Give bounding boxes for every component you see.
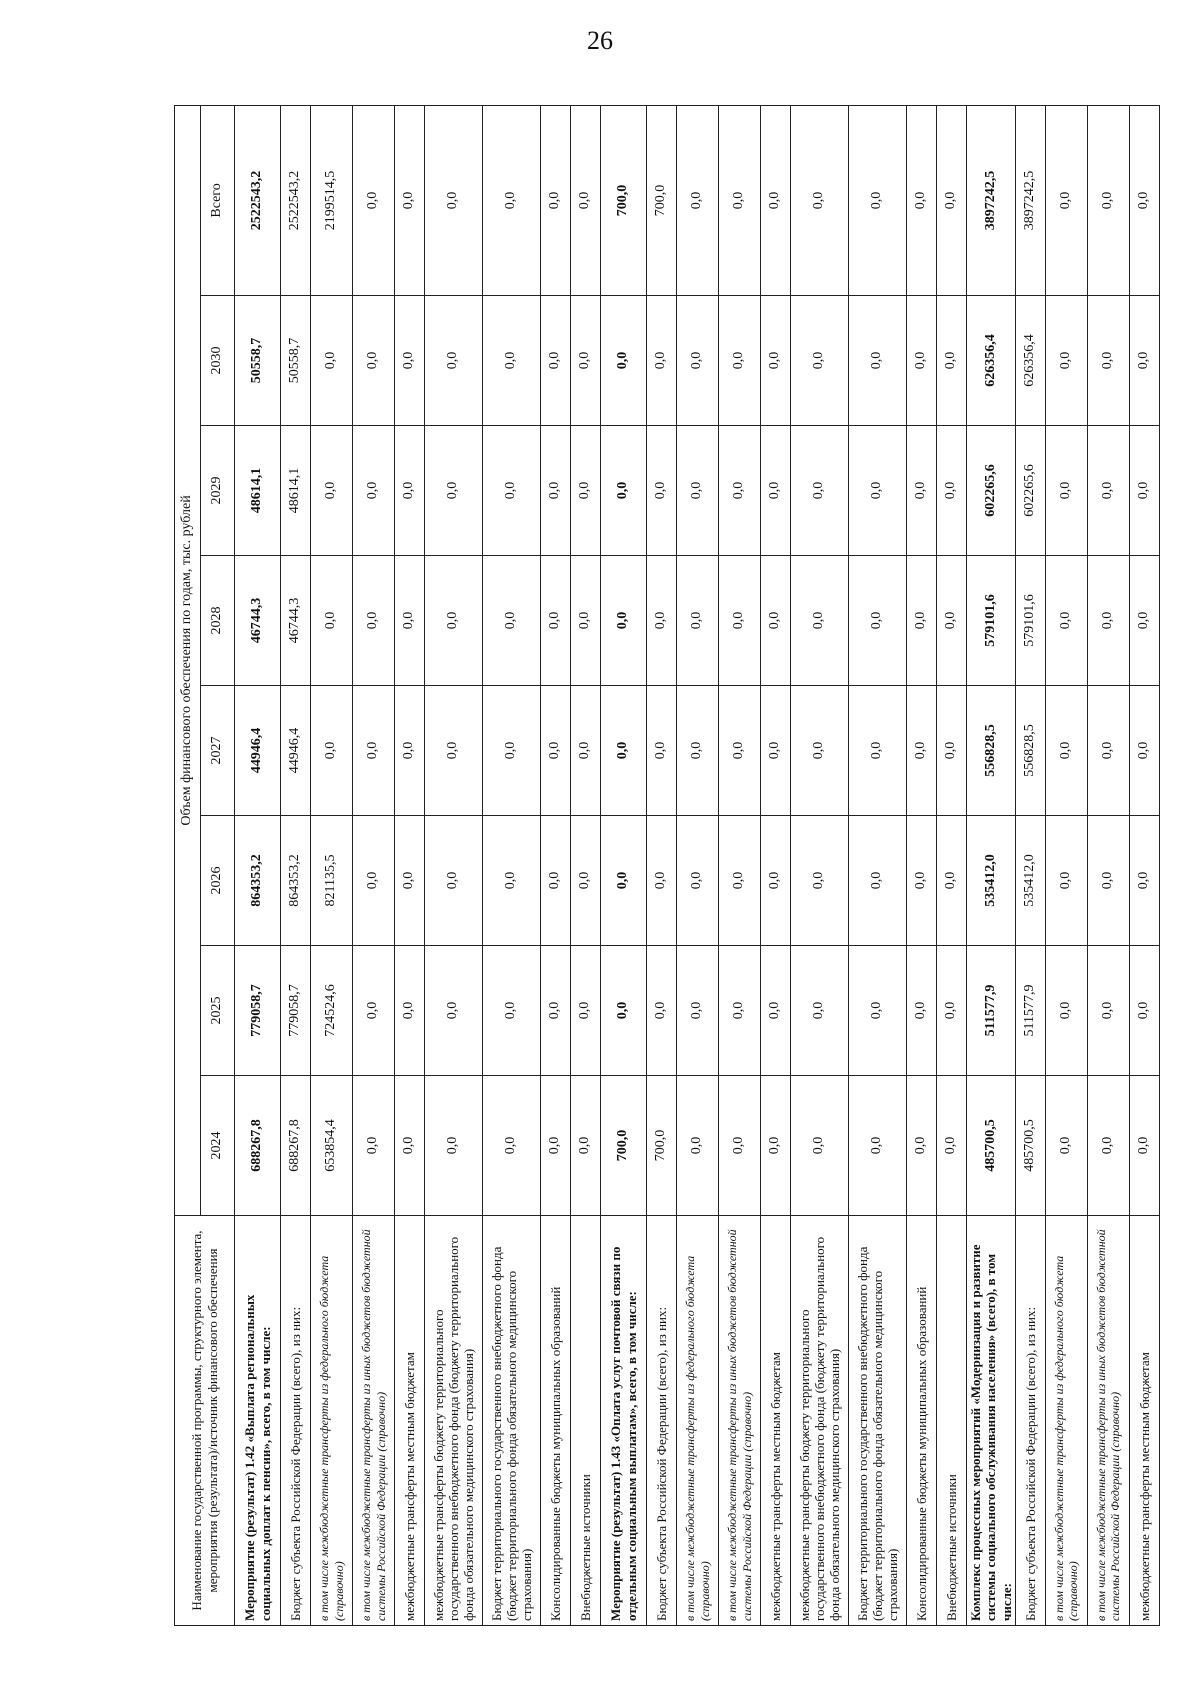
row-value: 0,0 — [1129, 426, 1159, 556]
row-value: 688267,8 — [235, 1076, 281, 1216]
row-value: 0,0 — [849, 816, 907, 946]
row-value: 0,0 — [353, 105, 395, 295]
row-value: 48614,1 — [281, 426, 311, 556]
row-value: 0,0 — [483, 296, 541, 426]
row-value: 0,0 — [677, 816, 719, 946]
row-value: 0,0 — [1045, 296, 1087, 426]
row-value: 579101,6 — [1015, 556, 1045, 686]
row-label: в том числе межбюджетные трансферты из иных бюджетов бюджетной системы Российской Федерации (справочно) — [719, 1216, 761, 1626]
row-label: Комплекс процессных мероприятий «Модернизация и развитие системы социального обслуживания населения» (всего), в том числе: — [967, 1216, 1016, 1626]
row-value: 46744,3 — [235, 556, 281, 686]
row-value: 0,0 — [483, 105, 541, 295]
row-label: Консолидированные бюджеты муниципальных образований — [907, 1216, 937, 1626]
table-row — [571, 105, 601, 1625]
row-value: 0,0 — [395, 426, 425, 556]
row-value: 0,0 — [425, 686, 483, 816]
row-value: 0,0 — [571, 105, 601, 295]
row-value: 0,0 — [677, 426, 719, 556]
row-value: 48614,1 — [235, 426, 281, 556]
header-year: 2026 — [201, 816, 235, 946]
row-label: Бюджет субъекта Российской Федерации (всего), из них: — [647, 1216, 677, 1626]
row-value: 0,0 — [647, 426, 677, 556]
row-value: 0,0 — [571, 556, 601, 686]
row-label: в том числе межбюджетные трансферты из иных бюджетов бюджетной системы Российской Федерации (справочно) — [353, 1216, 395, 1626]
row-value: 0,0 — [353, 296, 395, 426]
table-row — [1129, 105, 1159, 1625]
row-label: межбюджетные трансферты местным бюджетам — [761, 1216, 791, 1626]
row-value: 0,0 — [311, 296, 353, 426]
row-value: 0,0 — [907, 556, 937, 686]
row-value: 0,0 — [311, 686, 353, 816]
row-value: 0,0 — [1087, 946, 1129, 1076]
row-label: в том числе межбюджетные трансферты из иных бюджетов бюджетной системы Российской Федерации (справочно) — [1087, 1216, 1129, 1626]
row-value: 0,0 — [571, 296, 601, 426]
row-value: 0,0 — [1087, 296, 1129, 426]
row-value: 0,0 — [907, 686, 937, 816]
row-value: 0,0 — [647, 686, 677, 816]
table-row — [311, 105, 353, 1625]
row-label: в том числе межбюджетные трансферты из федерального бюджета (справочно) — [677, 1216, 719, 1626]
header-year: 2024 — [201, 1076, 235, 1216]
row-label: Бюджет субъекта Российской Федерации (всего), из них: — [1015, 1216, 1045, 1626]
row-label: Бюджет территориального государственного внебюджетного фонда (бюджет территориального фонда обязательного медицинского страхования) — [483, 1216, 541, 1626]
row-value: 0,0 — [937, 1076, 967, 1216]
row-value: 0,0 — [395, 1076, 425, 1216]
row-value: 0,0 — [907, 946, 937, 1076]
row-value: 0,0 — [601, 556, 647, 686]
row-value: 0,0 — [425, 556, 483, 686]
row-value: 0,0 — [483, 946, 541, 1076]
row-value: 0,0 — [849, 556, 907, 686]
row-label: Бюджет территориального государственного внебюджетного фонда (бюджет территориального фонда обязательного медицинского страхования) — [849, 1216, 907, 1626]
row-value: 0,0 — [541, 556, 571, 686]
row-value: 0,0 — [937, 946, 967, 1076]
table-row — [425, 105, 483, 1625]
row-value: 0,0 — [601, 686, 647, 816]
header-year: 2028 — [201, 556, 235, 686]
row-value: 0,0 — [311, 426, 353, 556]
row-value: 556828,5 — [967, 686, 1016, 816]
row-value: 700,0 — [601, 105, 647, 295]
row-value: 485700,5 — [1015, 1076, 1045, 1216]
row-value: 0,0 — [791, 816, 849, 946]
row-value: 0,0 — [1129, 296, 1159, 426]
row-value: 0,0 — [571, 686, 601, 816]
row-value: 0,0 — [1045, 426, 1087, 556]
table-row — [235, 105, 281, 1625]
row-value: 0,0 — [1129, 1076, 1159, 1216]
row-label: Мероприятие (результат) 1.43 «Оплата услуг почтовой связи по отдельным социальным выплатам», всего, в том числе: — [601, 1216, 647, 1626]
row-value: 0,0 — [483, 556, 541, 686]
table-row — [601, 105, 647, 1625]
row-value: 0,0 — [677, 296, 719, 426]
row-value: 0,0 — [677, 1076, 719, 1216]
row-value: 0,0 — [719, 556, 761, 686]
row-value: 0,0 — [541, 296, 571, 426]
row-value: 44946,4 — [281, 686, 311, 816]
row-value: 0,0 — [425, 946, 483, 1076]
row-value: 579101,6 — [967, 556, 1016, 686]
table-row — [761, 105, 791, 1625]
row-value: 0,0 — [1087, 426, 1129, 556]
row-value: 0,0 — [601, 946, 647, 1076]
row-value: 864353,2 — [235, 816, 281, 946]
row-value: 0,0 — [791, 1076, 849, 1216]
row-value: 653854,4 — [311, 1076, 353, 1216]
row-value: 0,0 — [849, 426, 907, 556]
row-value: 602265,6 — [967, 426, 1016, 556]
row-value: 0,0 — [937, 686, 967, 816]
row-value: 0,0 — [719, 816, 761, 946]
row-value: 0,0 — [791, 556, 849, 686]
row-value: 0,0 — [677, 686, 719, 816]
row-value: 2522543,2 — [235, 105, 281, 295]
row-value: 0,0 — [1045, 686, 1087, 816]
row-label: Консолидированные бюджеты муниципальных образований — [541, 1216, 571, 1626]
row-value: 0,0 — [647, 946, 677, 1076]
row-value: 50558,7 — [281, 296, 311, 426]
row-value: 50558,7 — [235, 296, 281, 426]
table-row — [849, 105, 907, 1625]
row-value: 0,0 — [907, 105, 937, 295]
row-value: 0,0 — [791, 296, 849, 426]
table-row — [1045, 105, 1087, 1625]
row-value: 0,0 — [719, 1076, 761, 1216]
header-group: Объем финансового обеспечения по годам, тыс. рублей — [175, 105, 201, 1215]
table-row — [791, 105, 849, 1625]
row-value: 0,0 — [353, 1076, 395, 1216]
row-value: 0,0 — [571, 1076, 601, 1216]
table-row — [647, 105, 677, 1625]
row-value: 3897242,5 — [967, 105, 1016, 295]
row-value: 0,0 — [483, 816, 541, 946]
row-value: 0,0 — [1129, 946, 1159, 1076]
row-value: 0,0 — [791, 946, 849, 1076]
row-value: 626356,4 — [967, 296, 1016, 426]
row-value: 0,0 — [907, 816, 937, 946]
header-year: 2030 — [201, 296, 235, 426]
row-value: 511577,9 — [967, 946, 1016, 1076]
row-value: 779058,7 — [281, 946, 311, 1076]
row-value: 0,0 — [395, 105, 425, 295]
row-value: 0,0 — [1129, 105, 1159, 295]
row-value: 779058,7 — [235, 946, 281, 1076]
row-value: 0,0 — [647, 556, 677, 686]
row-value: 0,0 — [601, 296, 647, 426]
row-value: 0,0 — [483, 1076, 541, 1216]
table-row — [677, 105, 719, 1625]
row-value: 0,0 — [647, 296, 677, 426]
row-value: 0,0 — [907, 1076, 937, 1216]
row-value: 46744,3 — [281, 556, 311, 686]
row-value: 0,0 — [601, 816, 647, 946]
row-value: 0,0 — [541, 686, 571, 816]
row-value: 0,0 — [311, 556, 353, 686]
row-value: 0,0 — [353, 946, 395, 1076]
row-value: 0,0 — [541, 426, 571, 556]
row-value: 0,0 — [353, 556, 395, 686]
row-value: 0,0 — [761, 686, 791, 816]
row-value: 535412,0 — [1015, 816, 1045, 946]
row-value: 0,0 — [761, 105, 791, 295]
row-value: 0,0 — [1129, 556, 1159, 686]
row-label: Бюджет субъекта Российской Федерации (всего), из них: — [281, 1216, 311, 1626]
rotated-table — [174, 106, 1152, 1626]
row-value: 0,0 — [937, 816, 967, 946]
row-value: 44946,4 — [235, 686, 281, 816]
row-value: 0,0 — [937, 426, 967, 556]
row-value: 0,0 — [541, 1076, 571, 1216]
row-value: 0,0 — [353, 816, 395, 946]
row-value: 700,0 — [601, 1076, 647, 1216]
row-label: межбюджетные трансферты местным бюджетам — [395, 1216, 425, 1626]
row-value: 0,0 — [937, 556, 967, 686]
row-label: межбюджетные трансферты бюджету территориального государственного внебюджетного фонда (бюджету территориального фонда обязательного медицинского страхования) — [425, 1216, 483, 1626]
row-value: 0,0 — [677, 946, 719, 1076]
row-value: 0,0 — [761, 556, 791, 686]
row-value: 0,0 — [1045, 946, 1087, 1076]
row-value: 864353,2 — [281, 816, 311, 946]
row-value: 688267,8 — [281, 1076, 311, 1216]
row-label: межбюджетные трансферты бюджету территориального государственного внебюджетного фонда (бюджету территориального фонда обязательного медицинского страхования) — [791, 1216, 849, 1626]
row-value: 0,0 — [761, 816, 791, 946]
row-value: 0,0 — [849, 946, 907, 1076]
row-value: 0,0 — [571, 426, 601, 556]
row-value: 0,0 — [425, 296, 483, 426]
table-row — [937, 105, 967, 1625]
row-value: 0,0 — [1087, 816, 1129, 946]
row-label: межбюджетные трансферты местным бюджетам — [1129, 1216, 1159, 1626]
row-value: 535412,0 — [967, 816, 1016, 946]
row-label: в том числе межбюджетные трансферты из федерального бюджета (справочно) — [1045, 1216, 1087, 1626]
header-year: 2029 — [201, 426, 235, 556]
page-number: 26 — [587, 26, 613, 55]
row-value: 0,0 — [761, 1076, 791, 1216]
row-value: 0,0 — [791, 426, 849, 556]
row-value: 0,0 — [719, 946, 761, 1076]
table-row — [353, 105, 395, 1625]
row-value: 0,0 — [849, 1076, 907, 1216]
row-value: 0,0 — [677, 105, 719, 295]
row-label: Внебюджетные источники — [937, 1216, 967, 1626]
table-row — [1015, 105, 1045, 1625]
table-row — [281, 105, 311, 1625]
row-value: 2522543,2 — [281, 105, 311, 295]
row-value: 0,0 — [937, 296, 967, 426]
table-row — [1087, 105, 1129, 1625]
row-value: 511577,9 — [1015, 946, 1045, 1076]
row-value: 0,0 — [395, 816, 425, 946]
row-value: 602265,6 — [1015, 426, 1045, 556]
row-value: 0,0 — [937, 105, 967, 295]
row-value: 0,0 — [1129, 816, 1159, 946]
row-value: 0,0 — [395, 296, 425, 426]
row-value: 2199514,5 — [311, 105, 353, 295]
row-value: 0,0 — [541, 105, 571, 295]
row-value: 700,0 — [647, 105, 677, 295]
header-year: Всего — [201, 105, 235, 295]
row-label: Внебюджетные источники — [571, 1216, 601, 1626]
row-value: 0,0 — [677, 556, 719, 686]
row-value: 0,0 — [761, 946, 791, 1076]
table-row — [541, 105, 571, 1625]
row-value: 0,0 — [425, 1076, 483, 1216]
table-row — [719, 105, 761, 1625]
header-name-column: Наименование государственной программы, структурного элемента, мероприятия (результата)/источник финансового обеспечения — [175, 1216, 235, 1626]
row-value: 0,0 — [849, 296, 907, 426]
row-value: 0,0 — [601, 426, 647, 556]
row-value: 0,0 — [395, 556, 425, 686]
row-value: 0,0 — [395, 686, 425, 816]
row-value: 0,0 — [1045, 816, 1087, 946]
row-value: 0,0 — [395, 946, 425, 1076]
row-value: 0,0 — [1087, 686, 1129, 816]
row-value: 0,0 — [425, 816, 483, 946]
row-value: 0,0 — [1087, 1076, 1129, 1216]
row-value: 0,0 — [425, 426, 483, 556]
row-value: 0,0 — [425, 105, 483, 295]
row-value: 821135,5 — [311, 816, 353, 946]
row-value: 0,0 — [353, 426, 395, 556]
row-value: 0,0 — [1045, 556, 1087, 686]
row-value: 0,0 — [761, 296, 791, 426]
header-year: 2025 — [201, 946, 235, 1076]
row-value: 0,0 — [719, 105, 761, 295]
row-value: 0,0 — [719, 296, 761, 426]
row-value: 485700,5 — [967, 1076, 1016, 1216]
row-value: 724524,6 — [311, 946, 353, 1076]
row-value: 0,0 — [541, 816, 571, 946]
financing-table — [174, 105, 1160, 1626]
row-value: 0,0 — [791, 105, 849, 295]
row-value: 0,0 — [719, 686, 761, 816]
row-value: 0,0 — [1087, 556, 1129, 686]
table-row — [967, 105, 1016, 1625]
row-value: 0,0 — [719, 426, 761, 556]
row-value: 0,0 — [849, 105, 907, 295]
row-value: 0,0 — [571, 816, 601, 946]
row-label: Мероприятие (результат) 1.42 «Выплата региональных социальных доплат к пенсии», всего, в том числе: — [235, 1216, 281, 1626]
row-value: 0,0 — [907, 296, 937, 426]
table-viewport — [174, 106, 1152, 1626]
row-value: 0,0 — [1087, 105, 1129, 295]
row-value: 0,0 — [541, 946, 571, 1076]
row-value: 0,0 — [849, 686, 907, 816]
row-value: 0,0 — [483, 686, 541, 816]
header-year: 2027 — [201, 686, 235, 816]
row-value: 3897242,5 — [1015, 105, 1045, 295]
row-value: 0,0 — [647, 816, 677, 946]
row-value: 556828,5 — [1015, 686, 1045, 816]
row-value: 0,0 — [483, 426, 541, 556]
row-value: 0,0 — [571, 946, 601, 1076]
row-value: 0,0 — [1045, 105, 1087, 295]
row-value: 0,0 — [1129, 686, 1159, 816]
row-value: 0,0 — [907, 426, 937, 556]
row-value: 0,0 — [791, 686, 849, 816]
table-row — [483, 105, 541, 1625]
row-label: в том числе межбюджетные трансферты из федерального бюджета (справочно) — [311, 1216, 353, 1626]
row-value: 700,0 — [647, 1076, 677, 1216]
row-value: 0,0 — [761, 426, 791, 556]
table-row — [395, 105, 425, 1625]
row-value: 626356,4 — [1015, 296, 1045, 426]
table-row — [907, 105, 937, 1625]
row-value: 0,0 — [353, 686, 395, 816]
row-value: 0,0 — [1045, 1076, 1087, 1216]
